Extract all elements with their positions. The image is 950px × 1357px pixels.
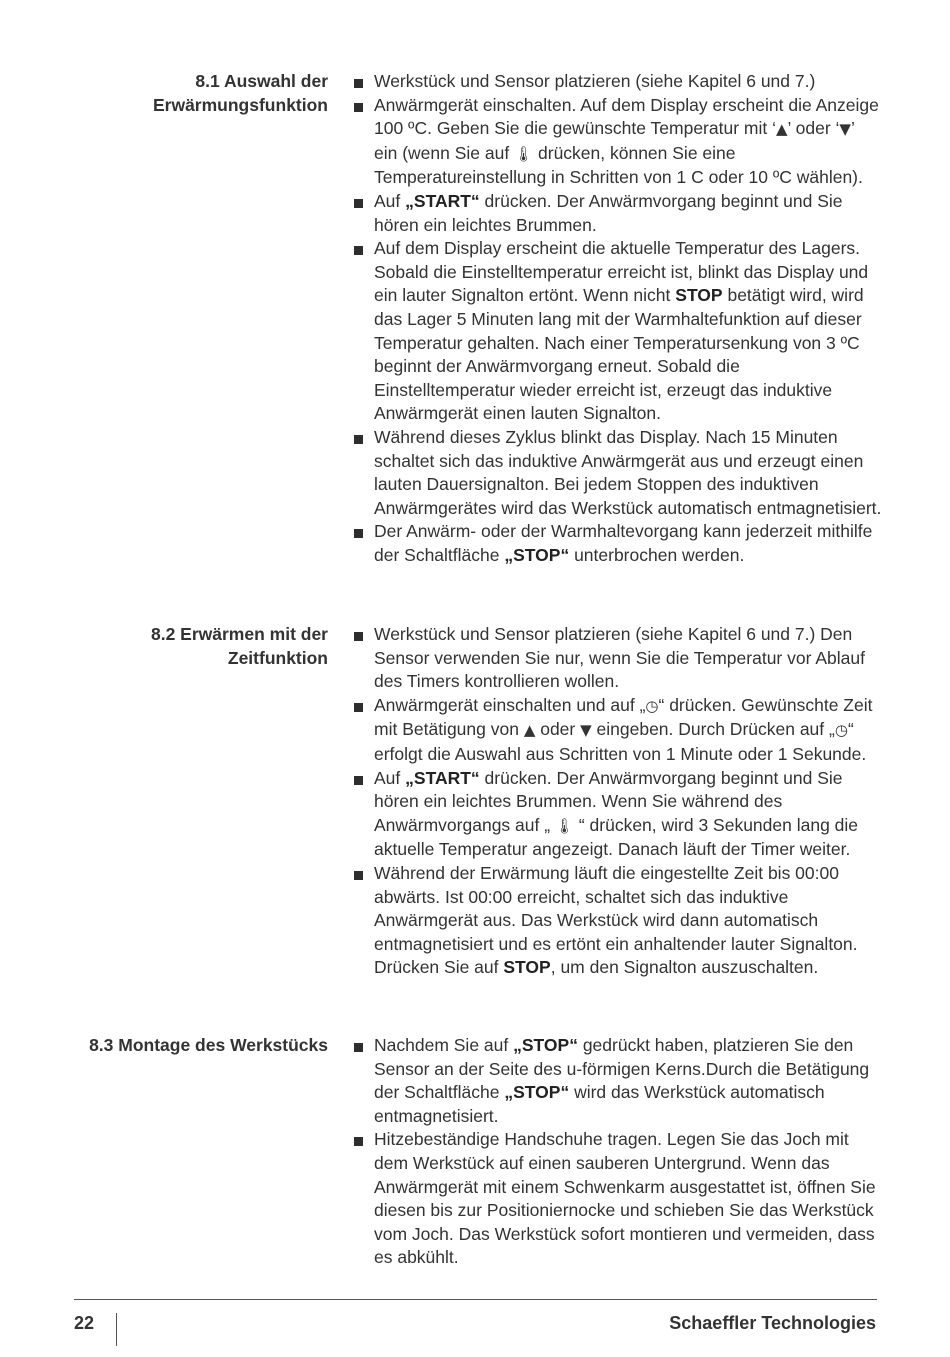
list-item	[352, 1128, 882, 1270]
list-item	[352, 1034, 882, 1128]
item-text: Auf dem Display erscheint die aktuelle Temperatur des Lagers. Sobald die Einstelltemperatur erreicht ist, blinkt das Display und ein lauter Signalton ertönt. Wenn nicht	[374, 238, 869, 306]
item-text: Der Anwärm- oder der Warmhaltevorgang kann jederzeit mithilfe der Schaltfläche	[374, 521, 873, 565]
item-text: Während der Erwärmung läuft die eingestellte Zeit bis 00:00 abwärts. Ist 00:00 erreicht, schaltet sich das induktive Anwärmgerät aus. Das Werkstück wird dann automatisch entmagnetisiert und es ertönt ein anhaltender lauter Signalton. Drücken Sie auf	[374, 862, 858, 978]
thermometer-icon: 🌡	[554, 816, 574, 835]
item-text: Auf	[374, 767, 406, 788]
section-title-line-1: 8.3 Montage des Werkstücks	[89, 1035, 328, 1055]
section-title-line-2: Erwärmungsfunktion	[152, 94, 328, 115]
item-text: wird das Werkstück automatisch entmagnetisiert.	[374, 1082, 825, 1126]
item-text: drücken, können Sie eine Temperatureinstellung in Schritten von 1 C oder 10 ºC wählen).	[374, 142, 863, 188]
item-text: betätigt wird, wird das Lager 5 Minuten lang mit der Warmhaltefunktion auf dieser Temperatur gehalten. Nach einer Temperatursenkung von 3 ºC beginnt der Anwärmvorgang erneut. Sobald die Einstelltemperatur wieder erreicht ist, erzeugt das induktive Anwärmgerät einen lauten Signalton.	[374, 285, 864, 424]
thermometer-icon: 🌡	[514, 144, 534, 163]
stop-keyword: STOP	[503, 957, 551, 978]
item-text: drücken. Der Anwärmvorgang beginnt und Sie hören ein leichtes Brummen. Wenn Sie während des Anwärmvorgangs auf „	[374, 767, 843, 835]
bullet-list	[352, 1034, 882, 1270]
item-text: gedrückt haben, platzieren Sie den Sensor an der Seite des u-förmigen Kerns.Durch die Betätigung der Schaltfläche	[374, 1035, 870, 1103]
list-item	[352, 862, 882, 980]
stop-keyword: „STOP“	[504, 544, 570, 565]
arrow-down-icon: ▼	[580, 721, 592, 740]
item-text: Hitzebeständige Handschuhe tragen. Legen Sie das Joch mit dem Werkstück auf einen sauberen Untergrund. Wenn das Anwärmgerät mit einem Schwenkarm ausgestattet ist, öffnen Sie diesen bis zur Positioniernocke und schieben Sie das Werkstück vom Joch. Das Werkstück sofort montieren und vermeiden, dass es abkühlt.	[374, 1129, 876, 1268]
item-text: drücken. Der Anwärmvorgang beginnt und Sie hören ein leichtes Brummen.	[374, 190, 843, 235]
item-text: Anwärmgerät einschalten und auf „	[374, 694, 646, 715]
arrow-up-icon: ▲	[775, 120, 788, 139]
clock-icon: ◷	[834, 721, 848, 740]
list-item	[352, 767, 882, 862]
list-item	[352, 520, 882, 567]
item-text: “ drücken, wird 3 Sekunden lang die aktuelle Temperatur angezeigt. Danach läuft der Timer weiter.	[374, 814, 859, 860]
item-text: Nachdem Sie auf	[374, 1035, 514, 1055]
list-item	[352, 694, 882, 767]
company-name: Schaeffler Technologies	[669, 1313, 876, 1333]
section-title-line-1: 8.2 Erwärmen mit der	[150, 624, 328, 644]
stop-keyword: „STOP“	[513, 1035, 578, 1055]
start-keyword: „START“	[405, 767, 480, 788]
item-text: Anwärmgerät einschalten. Auf dem Display erscheint die Anzeige 100 ºC. Geben Sie die gewünschte Temperatur mit ‘	[374, 94, 879, 139]
item-text: “ erfolgt die Auswahl aus Schritten von 1 Minute oder 1 Sekunde.	[374, 719, 867, 764]
item-text: oder	[535, 719, 581, 740]
item-text: “ drücken. Gewünschte Zeit mit Betätigung von	[374, 694, 873, 740]
section-title	[60, 1034, 328, 1058]
item-text: Werkstück und Sensor platzieren (siehe Kapitel 6 und 7.)	[374, 71, 816, 91]
stop-keyword: STOP	[675, 285, 723, 306]
section-title-line-2: Zeitfunktion	[227, 647, 328, 668]
item-text: , um den Signalton auszuschalten.	[550, 957, 819, 978]
list-item	[352, 623, 882, 694]
page-number: 22	[74, 1313, 95, 1333]
section-title-line-1: 8.1 Auswahl der	[195, 71, 328, 91]
start-keyword: „START“	[405, 190, 480, 211]
list-item	[352, 70, 882, 94]
list-item	[352, 237, 882, 426]
stop-keyword: „STOP“	[504, 1082, 570, 1103]
item-text: eingeben. Durch Drücken auf „	[591, 719, 835, 740]
arrow-up-icon: ▲	[523, 721, 536, 740]
clock-icon: ◷	[645, 696, 659, 715]
list-item	[352, 94, 882, 190]
footer-separator	[116, 1313, 117, 1346]
item-text: Während dieses Zyklus blinkt das Display. Nach 15 Minuten schaltet sich das induktive Anwärmgerät aus und erzeugt einen lauten Dauersignalton. Bei jedem Stoppen des induktiven Anwärmgerätes wird das Werkstück automatisch entmagnetisiert.	[374, 426, 882, 518]
item-text: Werkstück und Sensor platzieren (siehe Kapitel 6 und 7.) Den Sensor verwenden Sie nur, wenn Sie die Temperatur vor Ablauf des Timers kontrollieren wollen.	[374, 624, 865, 692]
item-text: unterbrochen werden.	[569, 544, 745, 565]
footer-divider	[74, 1299, 877, 1300]
arrow-down-icon: ▼	[839, 120, 851, 139]
list-item	[352, 426, 882, 520]
bullet-list	[352, 70, 882, 567]
item-text: ’ ein (wenn Sie auf	[374, 118, 855, 163]
list-item	[352, 190, 882, 237]
bullet-list	[352, 623, 882, 980]
item-text: Auf	[374, 190, 406, 211]
section-title	[60, 70, 328, 117]
section-title	[60, 623, 328, 670]
item-text: ’ oder ‘	[787, 118, 840, 139]
